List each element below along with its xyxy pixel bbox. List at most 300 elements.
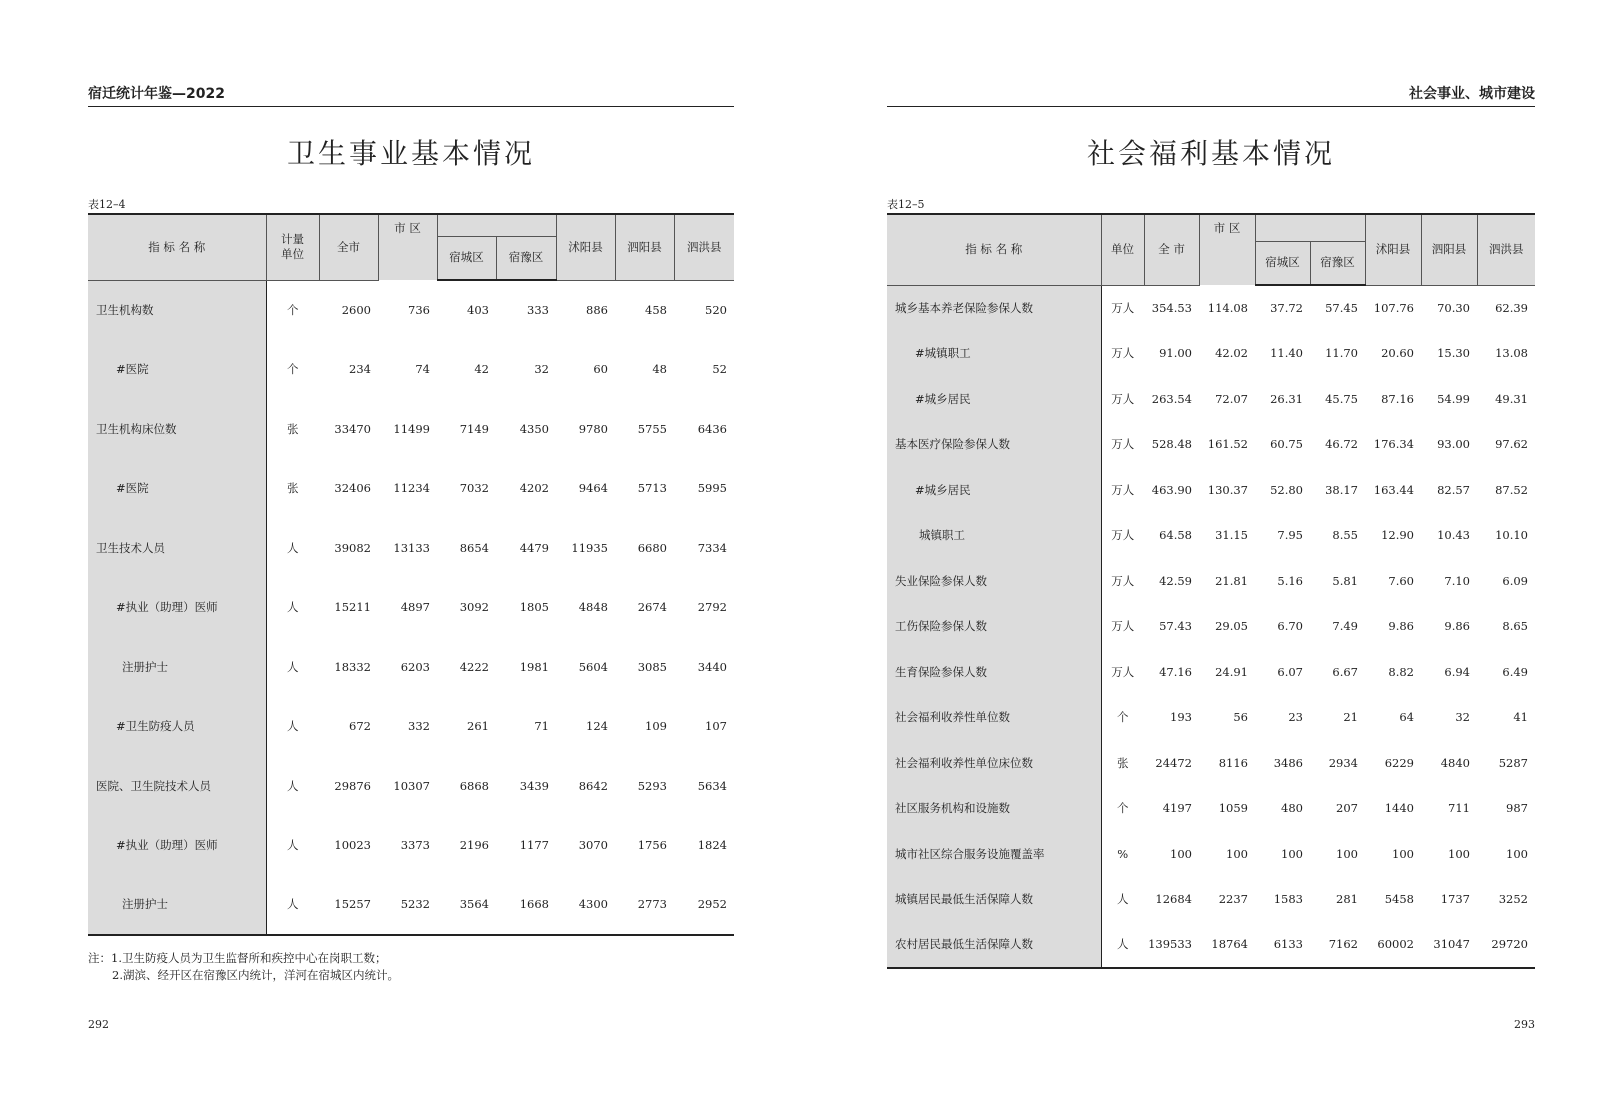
row-value: 56	[1233, 710, 1248, 725]
row-value: 42	[474, 362, 489, 377]
row-value: 9780	[578, 421, 608, 436]
row-value: 6.94	[1444, 664, 1470, 679]
row-value: 5634	[697, 778, 727, 793]
row-value: 20.60	[1381, 346, 1414, 361]
row-value: 64.58	[1159, 528, 1192, 543]
row-value: 100	[1392, 846, 1414, 861]
row-value: 12.90	[1381, 528, 1414, 543]
row-value: 10.43	[1437, 528, 1470, 543]
row-value: 3085	[637, 659, 667, 674]
header-sihong: 泗洪县	[1477, 214, 1535, 285]
row-value: 87.16	[1381, 391, 1414, 406]
row-value: 100	[1226, 846, 1248, 861]
row-value: 4222	[459, 659, 489, 674]
row-value: 234	[349, 362, 371, 377]
row-value: 5995	[697, 481, 727, 496]
row-value: 42.59	[1159, 573, 1192, 588]
footnote-2: 2.湖滨、经开区在宿豫区内统计，洋河在宿城区内统计。	[112, 968, 399, 982]
row-value: 5232	[378, 875, 437, 935]
row-value: 176.34	[1373, 437, 1414, 452]
row-value: 207	[1336, 801, 1358, 816]
header-urban: 市 区	[1199, 214, 1255, 285]
row-indicator-name: 城市社区综合服务设施覆盖率	[887, 831, 1101, 877]
row-unit: 人	[287, 838, 299, 853]
page-title: 社会福利基本情况	[1086, 137, 1335, 170]
row-value: 48	[652, 362, 667, 377]
row-value: 3092	[459, 600, 489, 615]
row-value: 32	[1455, 710, 1470, 725]
row-value: 15257	[319, 875, 378, 935]
row-unit: 张	[1117, 755, 1129, 770]
row-value: 520	[705, 303, 727, 317]
row-value: 261	[467, 719, 489, 734]
row-indicator-name: 社区服务机构和设施数	[887, 786, 1101, 832]
row-value: 60	[593, 362, 608, 377]
row-value: 8.55	[1332, 528, 1358, 543]
row-value: 4202	[519, 481, 549, 496]
row-value: 6.07	[1277, 664, 1303, 679]
row-indicator-name: 生育保险参保人数	[887, 649, 1101, 695]
row-indicator-name: #城乡居民	[887, 467, 1101, 513]
running-head	[88, 84, 734, 107]
header-sucheng: 宿城区	[1255, 241, 1310, 285]
row-value: 5.16	[1277, 573, 1303, 588]
row-value: 886	[586, 303, 608, 317]
row-indicator-name: 卫生技术人员	[88, 518, 266, 578]
row-value: 5755	[637, 421, 667, 436]
row-unit: 万人	[1111, 528, 1135, 543]
row-value: 15211	[334, 600, 371, 615]
table-number: 表12–4	[88, 198, 126, 211]
row-value: 31.15	[1215, 528, 1248, 543]
row-indicator-name: 注册护士	[88, 637, 266, 697]
row-value: 1668	[496, 875, 556, 935]
row-indicator-name: #执业（助理）医师	[88, 578, 266, 638]
row-value: 46.72	[1325, 437, 1358, 452]
row-value: 7334	[697, 540, 727, 555]
row-indicator-name: 失业保险参保人数	[887, 558, 1101, 604]
row-value: 5458	[1384, 892, 1414, 907]
row-indicator-name: #城镇职工	[887, 331, 1101, 377]
row-indicator-name: 医院、卫生院技术人员	[88, 756, 266, 816]
row-value: 60.75	[1270, 437, 1303, 452]
header-sihong: 泗洪县	[674, 214, 734, 280]
row-value: 32	[534, 362, 549, 377]
table-row	[887, 831, 1535, 877]
table-row	[887, 922, 1535, 968]
table-row	[887, 786, 1535, 832]
row-value: 10023	[334, 838, 371, 853]
row-value: 24472	[1155, 755, 1192, 770]
table-row	[887, 695, 1535, 741]
row-value: 54.99	[1437, 391, 1470, 406]
table-row	[88, 459, 734, 519]
row-indicator-name: #医院	[88, 340, 266, 400]
row-value: 463.90	[1151, 482, 1192, 497]
row-value: 7032	[459, 481, 489, 496]
row-value: 72.07	[1215, 391, 1248, 406]
row-value: 31047	[1421, 922, 1477, 968]
row-unit: 人	[266, 875, 319, 935]
row-value: 1756	[637, 838, 667, 853]
row-value: 7.10	[1444, 573, 1470, 588]
header-sucheng: 宿城区	[437, 236, 496, 280]
table-row	[88, 340, 734, 400]
row-indicator-name: 农村居民最低生活保障人数	[887, 922, 1101, 968]
row-value: 7162	[1310, 922, 1365, 968]
row-value: 71	[534, 719, 549, 734]
row-value: 3252	[1498, 892, 1528, 907]
row-value: 711	[1448, 801, 1470, 816]
row-unit: 张	[287, 481, 299, 496]
row-unit: 人	[287, 600, 299, 615]
table-row	[887, 604, 1535, 650]
row-value: 45.75	[1325, 391, 1358, 406]
row-value: 8642	[578, 778, 608, 793]
row-indicator-name: 城乡基本养老保险参保人数	[887, 285, 1101, 331]
row-value: 4840	[1440, 755, 1470, 770]
header-unit	[266, 214, 319, 280]
row-value: 354.53	[1151, 301, 1192, 315]
row-value: 6229	[1384, 755, 1414, 770]
row-value: 64	[1399, 710, 1414, 725]
row-value: 480	[1281, 801, 1303, 816]
header-urban-span	[437, 214, 556, 236]
row-value: 70.30	[1437, 301, 1470, 315]
row-value: 4848	[578, 600, 608, 615]
row-value: 13.08	[1495, 346, 1528, 361]
row-value: 6868	[459, 778, 489, 793]
row-value: 4897	[400, 600, 430, 615]
row-value: 124	[586, 719, 608, 734]
row-unit: 人	[287, 659, 299, 674]
table-row	[88, 756, 734, 816]
header-indicator: 指 标 名 称	[88, 214, 266, 280]
row-value: 82.57	[1437, 482, 1470, 497]
row-unit: %	[1117, 846, 1129, 861]
row-value: 7.60	[1388, 573, 1414, 588]
row-value: 130.37	[1207, 482, 1248, 497]
row-value: 114.08	[1207, 300, 1248, 315]
header-indicator: 指 标 名 称	[887, 214, 1101, 285]
row-value: 1824	[697, 838, 727, 853]
row-value: 100	[1448, 846, 1470, 861]
row-value: 10.10	[1495, 528, 1528, 543]
table-row	[887, 513, 1535, 559]
table-row	[88, 637, 734, 697]
row-value: 100	[1506, 846, 1528, 861]
row-value: 6203	[400, 659, 430, 674]
row-value: 4300	[556, 875, 615, 935]
row-value: 3440	[697, 659, 727, 674]
row-value: 281	[1336, 892, 1358, 907]
table-row	[88, 875, 734, 935]
row-value: 1583	[1273, 892, 1303, 907]
row-value: 161.52	[1207, 437, 1248, 452]
row-value: 47.16	[1159, 664, 1192, 679]
row-value: 4350	[519, 421, 549, 436]
row-value: 6.49	[1502, 664, 1528, 679]
row-unit: 人	[287, 719, 299, 734]
row-unit: 个	[287, 362, 299, 377]
row-value: 18764	[1199, 922, 1255, 968]
header-unit: 单位	[1101, 214, 1144, 285]
row-value: 100	[1281, 846, 1303, 861]
row-indicator-name: 城镇居民最低生活保障人数	[887, 877, 1101, 923]
row-value: 87.52	[1495, 482, 1528, 497]
row-value: 8.65	[1502, 619, 1528, 634]
row-value: 9.86	[1444, 619, 1470, 634]
table-row	[88, 399, 734, 459]
row-value: 5.81	[1332, 573, 1358, 588]
row-value: 11499	[393, 421, 430, 436]
row-value: 6436	[697, 421, 727, 436]
row-value: 7.49	[1332, 619, 1358, 634]
row-value: 21	[1343, 710, 1358, 725]
row-value: 11.70	[1325, 346, 1358, 361]
row-value: 5604	[578, 659, 608, 674]
page-title: 卫生事业基本情况	[286, 137, 535, 170]
header-total: 全市	[319, 214, 378, 280]
row-value: 4479	[519, 540, 549, 555]
row-value: 74	[415, 362, 430, 377]
row-value: 93.00	[1437, 437, 1470, 452]
row-value: 672	[349, 719, 371, 734]
table-row	[887, 558, 1535, 604]
health-table-body	[88, 280, 734, 935]
row-value: 97.62	[1495, 437, 1528, 452]
row-value: 91.00	[1159, 346, 1192, 361]
header-suyu: 宿豫区	[1310, 241, 1365, 285]
table-row	[887, 740, 1535, 786]
row-value: 5713	[637, 481, 667, 496]
row-value: 32406	[334, 481, 371, 496]
table-row	[88, 518, 734, 578]
row-unit: 万人	[1111, 664, 1135, 679]
row-value: 6133	[1255, 922, 1310, 968]
row-value: 52	[712, 362, 727, 377]
row-value: 2600	[341, 303, 371, 317]
table-row	[887, 422, 1535, 468]
row-value: 39082	[334, 540, 371, 555]
table-row	[88, 578, 734, 638]
row-indicator-name: 社会福利收养性单位床位数	[887, 740, 1101, 786]
row-unit: 人	[1117, 892, 1129, 907]
row-value: 2196	[459, 838, 489, 853]
row-value: 29720	[1477, 922, 1535, 968]
row-value: 3564	[437, 875, 496, 935]
row-value: 24.91	[1215, 664, 1248, 679]
header-siyang: 泗阳县	[615, 214, 674, 280]
right-page	[887, 0, 1535, 1099]
row-unit: 万人	[1111, 482, 1135, 497]
row-value: 3070	[578, 838, 608, 853]
row-value: 5293	[637, 778, 667, 793]
row-value: 2792	[697, 600, 727, 615]
row-unit: 人	[1101, 922, 1144, 968]
header-total: 全 市	[1144, 214, 1199, 285]
table-row	[887, 649, 1535, 695]
row-value: 60002	[1365, 922, 1421, 968]
row-value: 23	[1288, 710, 1303, 725]
row-value: 49.31	[1495, 391, 1528, 406]
table-row	[887, 877, 1535, 923]
row-value: 7149	[459, 421, 489, 436]
page-number: 293	[1514, 1018, 1535, 1031]
row-value: 26.31	[1270, 391, 1303, 406]
row-value: 1440	[1384, 801, 1414, 816]
row-value: 6.70	[1277, 619, 1303, 634]
row-value: 12684	[1155, 892, 1192, 907]
row-value: 42.02	[1215, 346, 1248, 361]
row-indicator-name: #医院	[88, 459, 266, 519]
running-head-text: 社会事业、城市建设	[1409, 86, 1535, 102]
row-indicator-name: 注册护士	[88, 875, 266, 935]
row-value: 29876	[334, 778, 371, 793]
row-indicator-name: 工伤保险参保人数	[887, 604, 1101, 650]
row-value: 21.81	[1215, 573, 1248, 588]
row-value: 13133	[393, 540, 430, 555]
table-number: 表12–5	[887, 198, 925, 211]
row-value: 2934	[1328, 755, 1358, 770]
row-value: 4197	[1162, 801, 1192, 816]
footnotes	[88, 950, 399, 984]
row-value: 403	[467, 303, 489, 318]
table-row	[887, 376, 1535, 422]
row-value: 9464	[578, 481, 608, 496]
row-value: 37.72	[1270, 301, 1303, 316]
row-indicator-name: 卫生机构数	[88, 280, 266, 340]
header-suyu: 宿豫区	[496, 236, 556, 280]
row-value: 57.43	[1159, 619, 1192, 634]
row-unit: 万人	[1111, 346, 1135, 361]
welfare-table-body	[887, 285, 1535, 968]
row-indicator-name: 基本医疗保险参保人数	[887, 422, 1101, 468]
row-value: 15.30	[1437, 346, 1470, 361]
row-unit: 个	[287, 303, 299, 317]
row-value: 10307	[393, 778, 430, 793]
table-row	[887, 285, 1535, 331]
row-value: 139533	[1144, 922, 1199, 968]
row-value: 1059	[1218, 801, 1248, 816]
table-row	[88, 816, 734, 876]
row-value: 18332	[334, 659, 371, 674]
page-number: 292	[88, 1018, 109, 1031]
table-row	[887, 331, 1535, 377]
row-value: 736	[408, 302, 430, 317]
row-value: 2674	[637, 600, 667, 615]
row-value: 62.39	[1495, 301, 1528, 315]
row-value: 1805	[519, 600, 549, 615]
row-value: 3439	[519, 778, 549, 793]
row-value: 52.80	[1270, 482, 1303, 497]
row-unit: 张	[287, 421, 299, 436]
row-unit: 万人	[1111, 301, 1135, 315]
row-value: 333	[527, 303, 549, 318]
footnote-1: 注：1.卫生防疫人员为卫生监督所和疾控中心在岗职工数；	[88, 951, 387, 965]
row-value: 6.09	[1502, 573, 1528, 588]
health-table	[88, 213, 734, 936]
header-siyang: 泗阳县	[1421, 214, 1477, 285]
row-unit: 万人	[1111, 391, 1135, 406]
header-shuyang: 沭阳县	[1365, 214, 1421, 285]
row-value: 1177	[519, 838, 549, 853]
row-value: 9.86	[1388, 619, 1414, 634]
row-value: 7.95	[1277, 528, 1303, 543]
row-unit: 人	[287, 778, 299, 793]
row-value: 107.76	[1373, 301, 1414, 315]
row-indicator-name: 城镇职工	[887, 513, 1101, 559]
row-value: 38.17	[1325, 482, 1358, 497]
row-indicator-name: #卫生防疫人员	[88, 697, 266, 757]
row-value: 100	[1170, 846, 1192, 861]
row-value: 1981	[519, 659, 549, 674]
header-shuyang: 沭阳县	[556, 214, 615, 280]
row-value: 29.05	[1215, 619, 1248, 634]
row-value: 11935	[571, 540, 608, 555]
header-unit-text: 计量单位	[281, 232, 304, 262]
row-value: 109	[645, 719, 667, 734]
welfare-table	[887, 213, 1535, 969]
row-value: 100	[1336, 846, 1358, 861]
row-value: 163.44	[1373, 482, 1414, 497]
row-value: 3486	[1273, 755, 1303, 770]
row-value: 2237	[1218, 892, 1248, 907]
row-value: 41	[1513, 710, 1528, 725]
row-value: 11234	[393, 481, 430, 496]
row-value: 8116	[1218, 755, 1248, 770]
header-urban-span	[1255, 214, 1365, 241]
row-indicator-name: 社会福利收养性单位数	[887, 695, 1101, 741]
row-value: 107	[705, 719, 727, 734]
row-indicator-name: 卫生机构床位数	[88, 399, 266, 459]
row-unit: 万人	[1111, 619, 1135, 634]
row-unit: 个	[1117, 801, 1129, 816]
row-value: 5287	[1498, 755, 1528, 770]
running-head-text: 宿迁统计年鉴—2022	[88, 86, 225, 102]
row-unit: 万人	[1111, 437, 1135, 452]
row-unit: 人	[287, 540, 299, 555]
row-indicator-name: #执业（助理）医师	[88, 816, 266, 876]
row-value: 8.82	[1388, 664, 1414, 679]
row-unit: 万人	[1111, 573, 1135, 588]
row-value: 3373	[400, 838, 430, 853]
row-value: 263.54	[1151, 391, 1192, 406]
table-row	[887, 467, 1535, 513]
row-value: 332	[408, 719, 430, 734]
row-unit: 个	[1117, 710, 1129, 725]
row-value: 6680	[637, 540, 667, 555]
running-head	[887, 84, 1535, 107]
row-value: 458	[645, 303, 667, 317]
row-value: 2773	[615, 875, 674, 935]
row-indicator-name: #城乡居民	[887, 376, 1101, 422]
row-value: 987	[1506, 801, 1528, 816]
row-value: 193	[1170, 710, 1192, 725]
row-value: 6.67	[1332, 664, 1358, 679]
row-value: 33470	[334, 421, 371, 436]
table-row	[88, 697, 734, 757]
header-urban: 市 区	[378, 214, 437, 280]
row-value: 1737	[1440, 892, 1470, 907]
table-row	[88, 280, 734, 340]
row-value: 528.48	[1151, 437, 1192, 452]
row-value: 11.40	[1270, 346, 1303, 361]
row-value: 8654	[459, 540, 489, 555]
left-page	[88, 0, 734, 1099]
row-value: 2952	[674, 875, 734, 935]
row-value: 57.45	[1325, 301, 1358, 316]
